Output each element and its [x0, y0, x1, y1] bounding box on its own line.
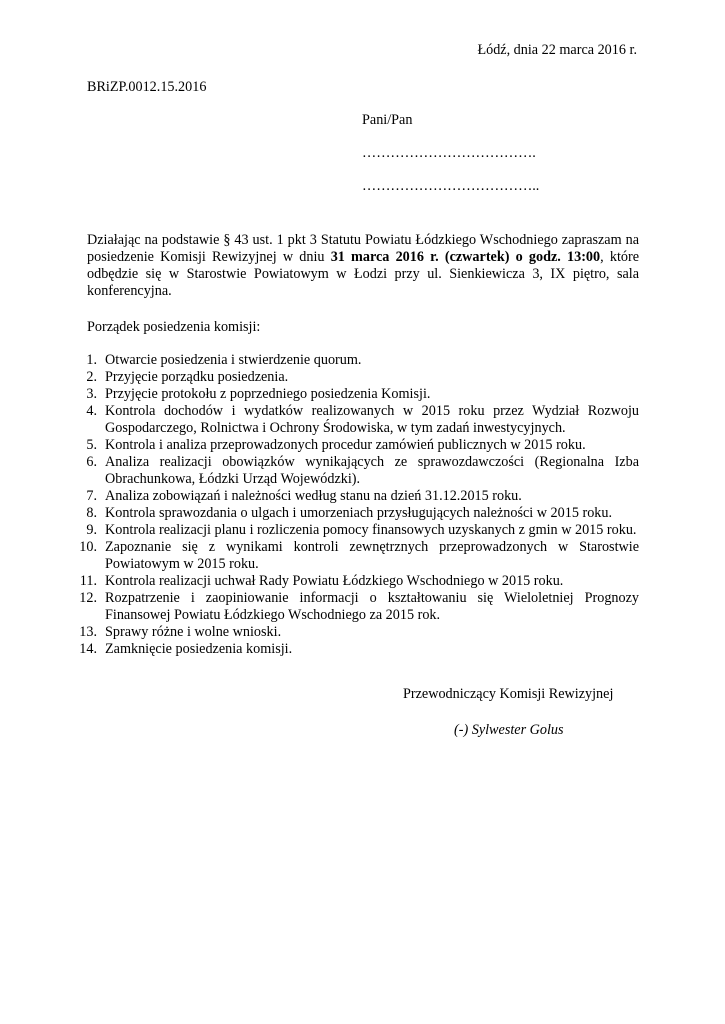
- agenda-item-number: 12.: [79, 590, 97, 606]
- agenda-item-text: Sprawy różne i wolne wnioski.: [105, 624, 282, 640]
- agenda-item-text: Kontrola realizacji planu i rozliczenia pomocy finansowych uzyskanych z gmin w 2015 roku.: [105, 522, 637, 538]
- agenda-item: [78, 488, 639, 505]
- agenda-item-text: Przyjęcie porządku posiedzenia.: [105, 369, 289, 385]
- agenda-item-number: 11.: [79, 573, 97, 589]
- agenda-item: [78, 437, 639, 454]
- invitation-text-part-2: , które odbędzie się w Starostwie Powiatowym w Łodzi przy ul. Sienkiewicza 3, IX piętro, sala konferencyjna.: [87, 249, 640, 299]
- agenda-item-text: Analiza zobowiązań i należności według stanu na dzień 31.12.2015 roku.: [105, 488, 522, 504]
- agenda-item-text: Kontrola i analiza przeprowadzonych procedur zamówień publicznych w 2015 roku.: [105, 437, 586, 453]
- agenda-item-number: 9.: [86, 522, 97, 538]
- agenda-item: [78, 386, 639, 403]
- agenda-item-text: Przyjęcie protokołu z poprzedniego posiedzenia Komisji.: [105, 386, 431, 402]
- agenda-item-text: Analiza realizacji obowiązków wynikających ze sprawozdawczości (Regionalna Izba Obrachunkowa, Łódzki Urząd Wojewódzki).: [105, 454, 639, 487]
- signature-name: (-) Sylwester Golus: [454, 722, 564, 738]
- agenda-item: [78, 641, 639, 658]
- agenda-item-number: 6.: [86, 454, 97, 470]
- agenda-item: [78, 522, 639, 539]
- agenda-item-text: Kontrola realizacji uchwał Rady Powiatu Łódzkiego Wschodniego w 2015 roku.: [105, 573, 564, 589]
- agenda-item-text: Kontrola dochodów i wydatków realizowanych w 2015 roku przez Wydział Rozwoju Gospodarczego, Rolnictwa i Ochrony Środowiska, w tym zadań inwestycyjnych.: [105, 403, 639, 436]
- agenda-item: [78, 454, 639, 488]
- agenda-item-text: Kontrola sprawozdania o ulgach i umorzeniach przysługujących należności w 2015 roku.: [105, 505, 613, 521]
- agenda-item-number: 14.: [79, 641, 97, 657]
- agenda-item: [78, 505, 639, 522]
- signature-title: Przewodniczący Komisji Rewizyjnej: [403, 686, 614, 702]
- agenda-item: [78, 624, 639, 641]
- reference-number: BRiZP.0012.15.2016: [87, 79, 207, 95]
- invitation-paragraph: [87, 232, 639, 300]
- agenda-item-text: Zamknięcie posiedzenia komisji.: [105, 641, 293, 657]
- agenda-item: [78, 369, 639, 386]
- agenda-item-number: 8.: [86, 505, 97, 521]
- agenda-title: Porządek posiedzenia komisji:: [87, 319, 261, 335]
- agenda-item: [78, 573, 639, 590]
- agenda-item-number: 2.: [86, 369, 97, 385]
- agenda-list: [78, 352, 639, 658]
- agenda-item: [78, 403, 639, 437]
- agenda-item-number: 10.: [79, 539, 97, 555]
- agenda-item-number: 7.: [86, 488, 97, 504]
- addressee-dots-line-1: ……………………………….: [362, 145, 536, 161]
- agenda-item-number: 3.: [86, 386, 97, 402]
- agenda-item: [78, 590, 639, 624]
- agenda-item-text: Zapoznanie się z wynikami kontroli zewnętrznych przeprowadzonych w Starostwie Powiatowym w 2015 roku.: [105, 539, 639, 572]
- place-date: Łódź, dnia 22 marca 2016 r.: [477, 42, 637, 58]
- agenda-item-number: 4.: [86, 403, 97, 419]
- agenda-item: [78, 539, 639, 573]
- meeting-date-bold: 31 marca 2016 r. (czwartek) o godz. 13:00: [330, 249, 601, 265]
- agenda-item-text: Rozpatrzenie i zaopiniowanie informacji o kształtowaniu się Wieloletniej Prognozy Finansowej Powiatu Łódzkiego Wschodniego za 2015 rok.: [105, 590, 639, 623]
- addressee-salutation: Pani/Pan: [362, 112, 413, 128]
- agenda-item-number: 1.: [86, 352, 97, 368]
- agenda-item-number: 13.: [79, 624, 97, 640]
- agenda-item-number: 5.: [86, 437, 97, 453]
- agenda-item: [78, 352, 639, 369]
- addressee-dots-line-2: ………………………………..: [362, 178, 540, 194]
- invitation-text-part-1: Działając na podstawie § 43 ust. 1 pkt 3 Statutu Powiatu Łódzkiego Wschodniego zapraszam na posiedzenie Komisji Rewizyjnej w dniu: [87, 232, 639, 265]
- addressee-block: [362, 112, 539, 195]
- agenda-item-text: Otwarcie posiedzenia i stwierdzenie quorum.: [105, 352, 362, 368]
